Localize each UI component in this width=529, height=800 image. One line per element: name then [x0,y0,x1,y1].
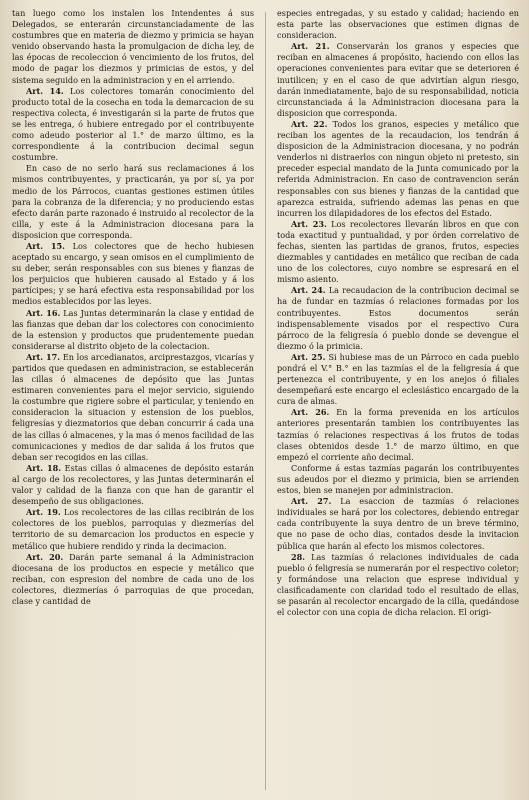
article-number: Art. 14. [26,85,64,96]
article-text: Estas cillas ó almacenes de depósito estarán al cargo de los recolectores, y las Juntas determinarán el valor y calidad de la fianza con que han de garantir el desempeño de sus obligaciones. [12,462,254,507]
article-text: Darán parte semanal á la Administracion diocesana de los productos en especie y metálico que reciban, con espresion del nombre de cada uno de los colectores, diezmerías ó parroquias de que procedan, clase y cantidad de [12,551,254,606]
article-number: Art. 16. [26,307,61,318]
article-paragraph [12,352,254,463]
article-number: Art. 21. [291,41,330,52]
article-paragraph [12,552,254,607]
article-text: Conforme á estas tazmías pagarán los contribuyentes sus adeudos por el diezmo y primicia, bien se arrienden estos, bien se manejen por administracion. [277,462,519,496]
right-column [277,8,519,794]
article-paragraph [12,463,254,507]
article-number: Art. 24. [291,285,326,296]
article-text: Los recolectores llevarán libros en que con toda exactitud y puntualidad, y por órden correlativo de fechas, sienten las partidas de granos, frutos, especies diezmables y cantidades en metálico que reciban de cada uno de los colectores, cuyo nombre se espresará en el mismo asiento. [277,218,519,285]
article-paragraph [12,8,254,86]
article-number: Art. 25. [291,351,326,362]
article-text: Los recolectores de las cillas recibirán de los colectores de los pueblos, parroquias y diezmerías del territorio de su demarcacion los productos en especie y metálico que hubiere rendido y rinda la decimacion. [12,507,254,551]
article-paragraph [277,552,519,619]
article-paragraph [12,163,254,241]
article-text: tan luego como los instalen los Intendentes á sus Delegados, se enterarán circunstanciadamente de las costumbres que en materia de diezmo y primicia se hayan venido observando hasta la promulgacion de dicha ley, de las épocas de recoleccion ó vencimiento de los frutos, del modo de pagar los diezmos y primicias de estos, y del sistema seguido en la administracion y en el arriendo. [12,8,254,85]
article-paragraph [12,507,254,551]
article-text: Las tazmías ó relaciones individuales de cada pueblo ó feligresía se numerarán por el respectivo coletor; y formándose una relacion que esprese individual y clasificadamente con claridad todo el resultado de ellas, se pasarán al recolector encargado de la cilla, quedándose el colector con una copia de dicha relacion. El origi- [277,551,519,618]
article-paragraph [277,8,519,41]
article-number: Art. 17. [26,351,61,362]
article-number: Art. 23. [291,218,327,229]
article-paragraph [12,86,254,164]
article-number: Art. 15. [26,240,65,251]
left-column [12,8,254,794]
article-paragraph [277,285,519,352]
article-paragraph [277,496,519,551]
article-paragraph [277,352,519,407]
article-paragraph [277,219,519,286]
article-text: La recaudacion de la contribucion decimal se ha de fundar en tazmías ó relaciones formadas por los contribuyentes. Estos documentos serán indispensablemente visados por el respectivo Cura párroco de la feligresía ó pueblo donde se devengue el diezmo ó la primicia. [277,285,519,351]
article-number: Art. 18. [26,462,62,473]
article-number: Art. 20. [26,551,64,562]
article-number: Art. 22. [291,118,328,129]
article-paragraph [277,463,519,496]
article-text: En la forma prevenida en los artículos anteriores presentarán tambien los contribuyentes las tazmías ó relaciones respectivas á los frutos de todas clases obtenidos desde 1.° de marzo último, en que empezó el corriente año decimal. [277,407,519,462]
article-number: 28. [291,551,306,562]
article-paragraph [277,119,519,219]
article-number: Art. 26. [291,407,330,418]
article-text: Las Juntas determinarán la clase y entidad de las fianzas que deban dar los colectores con conocimiento de la estension y productos que prudentemente puedan considerarse al distrito objeto de la colectacion. [12,307,254,351]
article-paragraph [12,241,254,308]
article-text: especies entregadas, y su estado y calidad; haciendo en esta parte las observaciones que estimen dignas de consideracion. [277,8,519,41]
article-text: Si hubiese mas de un Párroco en cada pueblo pondrá el V.° B.° en las tazmías el de la feligresía á que pertenezca el contribuyente, y en los anejos ó filiales desempeñará este encargo el eclesiástico encargado de la cura de almas. [277,351,519,407]
article-text: La esaccion de tazmías ó relaciones individuales se hará por los colectores, debiendo entregar cada contribuyente la suya dentro de un breve término, que no pase de ocho dias, contados desde la invitacion pública que harán al efecto los mismos colectores. [277,496,519,551]
article-number: Art. 19. [26,507,61,518]
article-text: Conservarán los granos y especies que reciban en almacenes á propósito, haciendo con ellos las operaciones convenientes para evitar que se deterioren é inutilicen; y en el caso de que advirtían algun riesgo, darán inmediatamente, bajo de su responsabilidad, noticia circunstanciada á la Administracion diocesana para la disposicion que corresponda. [277,41,519,118]
article-text: En los arcedianatos, arciprestazgos, vicarías y partidos que quedasen en administracion, se establecerán las cillas ó almacenes de depósito que las Juntas estimaren convenientes para el mejor servicio, siguiendo la costumbre que rigiere sobre el particular, y teniendo en consideracion la situacion y estension de los pueblos, feligresías y diezmatorios que deban concurrir á cada una de las cillas ó almacenes, y la mas ó menos facilidad de las comunicaciones y medios de dar salida á los frutos que deban ser recogidos en las cillas. [12,351,254,462]
article-paragraph [277,41,519,119]
article-text: Los colectores que de hecho hubiesen aceptado su encargo, y sean omisos en el cumplimiento de su deber, serán responsables con sus bienes y fianzas de los perjuicios que hubieren causado al Estado y á los partícipes; y se hará efectiva esta responsabilidad por los medios establecidos por las leyes. [12,240,254,307]
article-text: Los colectores tomarán conocimiento del producto total de la cosecha en toda la demarcacion de su respectiva colecta, é investigarán si la parte de frutos que se les entrega, ó hubiere entregado por el contribuyente como adeudo posterior al 1.° de marzo último, es la correspondiente á la contribucion decimal segun costumbre. [12,85,254,163]
article-number: Art. 27. [291,496,332,507]
article-paragraph [277,407,519,462]
article-text: Todos los granos, especies y metálico que reciban los agentes de la recaudacion, los tendrán á disposicion de la Administracion diocesana, y no podrán venderlos ni distraerlos con ningun objeto ni pretesto, sin preceder especial mandato de la Junta comunicado por la referida Administracion. En caso de contravencion serán responsables con sus bienes y fianzas de la cantidad que aparezca estraida, sufriendo ademas las penas en que incurren los dilapidadores de los efectos del Estado. [277,118,519,218]
article-text: En caso de no serlo hará sus reclamaciones á los mismos contribuyentes, y practicarán, ya por sí, ya por medio de los Párrocos, cuantas gestiones estimen útiles para la cobranza de la diferencia; y no produciendo estas efecto darán parte razonado é instruido al recolector de la cilla, y este á la Administracion diocesana para la disposicion que corresponda. [12,163,254,240]
column-divider [265,12,266,790]
article-paragraph [12,308,254,352]
